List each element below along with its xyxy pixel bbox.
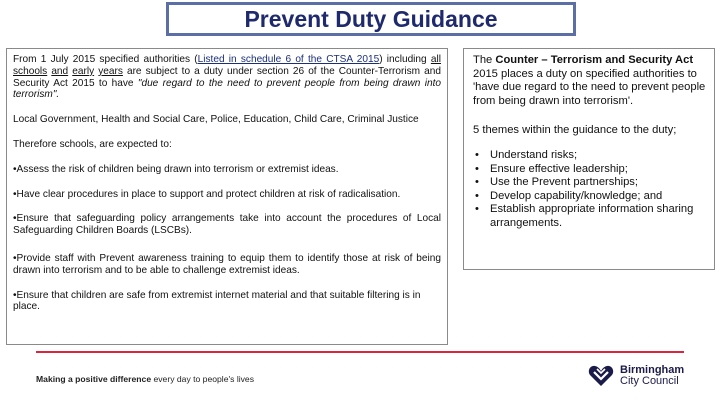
bullet-icon: • [475, 176, 479, 189]
themes-intro: 5 themes within the guidance to the duty; [473, 124, 677, 137]
bullet-icon: • [475, 148, 479, 161]
logo-line-2: City Council [620, 375, 679, 387]
ctsa-act-name: Counter – Terrorism and Security Act [495, 54, 694, 66]
intro-rest: are subject to a duty under section 26 of the Counter-Terrorism and Security Act 2015 to have [13, 65, 442, 89]
tagline-rest: every day to people's lives [151, 374, 255, 384]
theme-item [473, 149, 708, 163]
bullet-icon: • [475, 203, 479, 216]
birmingham-city-council-logo [588, 362, 688, 390]
theme-text: Use the Prevent partnerships; [490, 176, 638, 189]
duty-bullet-3: •Ensure that safeguarding policy arrangements take into account the procedures of Local Safeguarding Children Boards (LSCBs). [13, 213, 441, 237]
intro-and: and [51, 65, 69, 77]
intro-schools: schools [13, 65, 48, 77]
theme-item [473, 190, 708, 204]
sectors-paragraph: Local Government, Health and Social Care, Police, Education, Child Care, Criminal Justice [13, 114, 419, 126]
therefore-paragraph: Therefore schools, are expected to: [13, 138, 172, 150]
logo-wordmark [620, 365, 684, 387]
ctsa-post: 2015 places a duty on specified authorities to 'have due regard to the need to prevent people from being drawn into terrorism'. [473, 67, 706, 107]
theme-item [473, 176, 708, 190]
intro-early: early [72, 65, 95, 77]
theme-text: Understand risks; [490, 148, 578, 161]
duty-bullet-4: •Provide staff with Prevent awareness training to equip them to identify those at risk of being drawn into terrorism and to be able to challenge extremist ideas. [13, 252, 441, 276]
intro-all: all [430, 54, 441, 65]
duty-bullet-5: •Ensure that children are safe from extremist internet material and that suitable filtering is in place. [13, 289, 421, 313]
themes-list [473, 149, 708, 231]
theme-text: Develop capability/knowledge; and [490, 189, 663, 202]
slide-title: Prevent Duty Guidance [244, 5, 498, 32]
theme-text: Establish appropriate information sharing arrangements. [490, 203, 694, 229]
logo-line-1: Birmingham [620, 364, 685, 376]
ctsa-pre: The [473, 54, 496, 66]
ctsa-schedule-link[interactable]: Listed in schedule 6 of the CTSA 2015 [197, 54, 380, 65]
left-text-panel [6, 48, 448, 345]
intro-mid: ) including [379, 54, 431, 65]
footer-divider [36, 351, 684, 353]
theme-text: Ensure effective leadership; [490, 162, 628, 175]
slide-title-box [166, 2, 576, 36]
ctsa-paragraph [473, 54, 708, 108]
right-text-panel [463, 48, 715, 270]
bullet-icon: • [475, 162, 479, 175]
theme-item [473, 203, 708, 230]
tagline-bold: Making a positive difference [36, 374, 152, 384]
intro-paragraph [13, 54, 441, 101]
intro-lead: From 1 July 2015 specified authorities ( [13, 54, 198, 65]
footer-tagline [36, 374, 254, 384]
heart-ribbon-icon [588, 364, 614, 388]
duty-bullet-1: •Assess the risk of children being drawn into terrorism or extremist ideas. [13, 163, 339, 175]
bullet-icon: • [475, 189, 479, 202]
theme-item [473, 163, 708, 177]
duty-bullet-2: •Have clear procedures in place to support and protect children at risk of radicalisation. [13, 188, 401, 200]
intro-years: years [98, 65, 123, 77]
intro-quote: "due regard to the need to prevent people from being drawn into terrorism". [13, 77, 441, 101]
